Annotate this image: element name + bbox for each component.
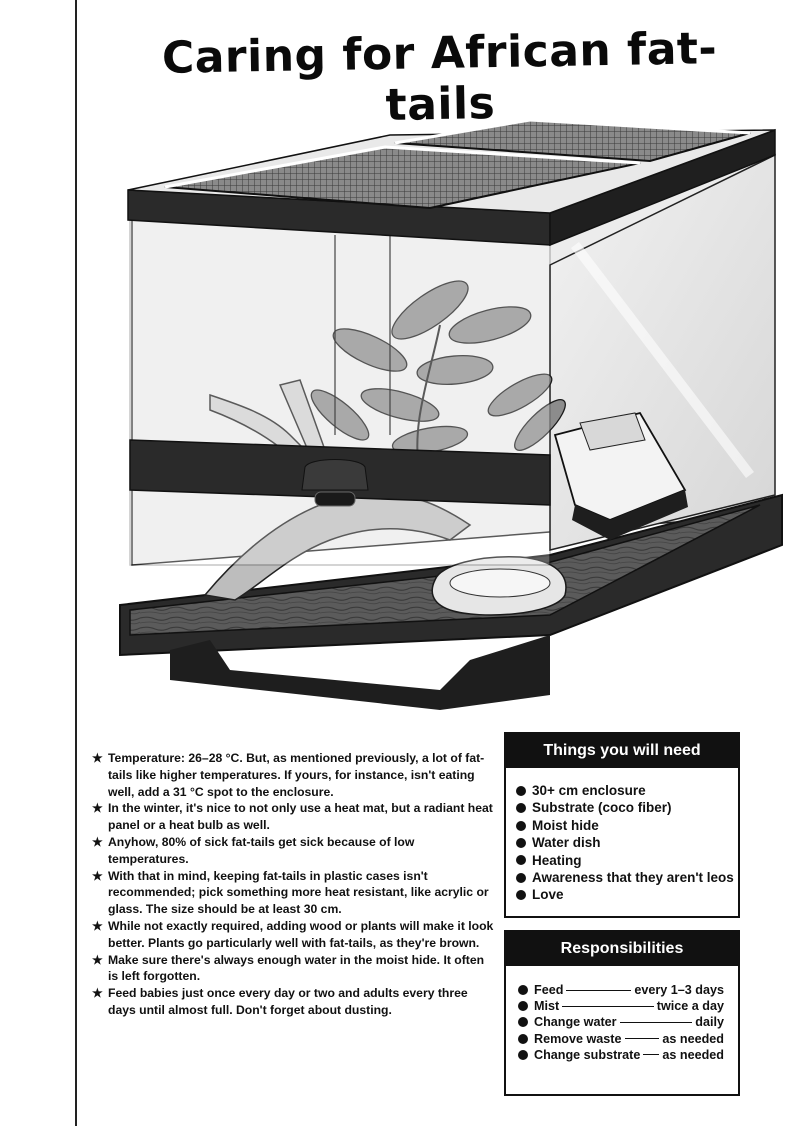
care-note-enclosure-material: ★ With that in mind, keeping fat-tails in plastic cases isn't recommended; pick something more heat resistant, like acrylic or glass. The size should be at least 30 cm. <box>92 868 497 918</box>
responsibility-frequency: as needed <box>662 1047 724 1062</box>
care-note-moist-hide: ★ Make sure there's always enough water in the moist hide. It often is left forgotten. <box>92 952 497 986</box>
care-note-feeding: ★ Feed babies just once every day or two and adults every three days until almost full. Don't forget about dusting. <box>92 985 497 1019</box>
responsibility-task: Change water <box>534 1015 617 1030</box>
list-item <box>516 852 738 869</box>
table-row <box>518 1031 724 1047</box>
list-item <box>516 886 738 903</box>
list-item-label: Water dish <box>532 835 601 851</box>
list-item-label: Awareness that they aren't leos <box>532 870 734 886</box>
responsibility-frequency: every 1–3 days <box>634 983 724 998</box>
leader-line <box>566 990 631 991</box>
responsibility-task: Remove waste <box>534 1031 622 1046</box>
table-row <box>518 998 724 1014</box>
things-list <box>506 768 738 904</box>
bullet-icon <box>516 890 526 900</box>
list-item <box>516 869 738 886</box>
bullet-icon <box>518 1017 528 1027</box>
bullet-icon <box>518 1050 528 1060</box>
care-note-winter-heating: ★ In the winter, it's nice to not only use a heat mat, but a radiant heat panel or a heat bulb as well. <box>92 800 497 834</box>
responsibility-task: Change substrate <box>534 1047 641 1062</box>
table-row <box>518 1014 724 1030</box>
bullet-icon <box>516 821 526 831</box>
care-note-low-temperature: ★ Anyhow, 80% of sick fat-tails get sick because of low temperatures. <box>92 834 497 868</box>
care-notes-list <box>92 750 497 1019</box>
leader-line <box>625 1038 660 1039</box>
list-item-label: 30+ cm enclosure <box>532 783 646 798</box>
list-item-label: Moist hide <box>532 817 599 833</box>
responsibilities-list <box>506 966 738 1063</box>
responsibility-task: Feed <box>534 983 564 998</box>
bullet-icon <box>516 803 526 813</box>
responsibility-task: Mist <box>534 999 560 1014</box>
leader-line <box>643 1054 659 1055</box>
bullet-icon <box>518 985 528 995</box>
bullet-icon <box>518 1001 528 1011</box>
list-item <box>516 799 738 816</box>
terrarium-illustration <box>110 95 790 715</box>
list-item <box>516 782 738 799</box>
list-item <box>516 834 738 851</box>
care-note-decoration: ★ While not exactly required, adding wood or plants will make it look better. Plants go particularly well with fat-tails, as they're brown. <box>92 918 497 952</box>
list-item-label: Love <box>532 887 564 903</box>
table-row <box>518 1047 724 1063</box>
list-item-label: Heating <box>532 852 582 868</box>
responsibilities-heading: Responsibilities <box>506 932 738 966</box>
page-title: Caring for African fat-tails <box>161 23 718 131</box>
responsibility-frequency: as needed <box>662 1031 724 1046</box>
bullet-icon <box>518 1034 528 1044</box>
responsibilities-box <box>504 930 740 1096</box>
responsibility-frequency: daily <box>695 1015 724 1030</box>
bullet-icon <box>516 838 526 848</box>
bullet-icon <box>516 786 526 796</box>
table-row <box>518 982 724 998</box>
page-margin-rule <box>75 0 77 1126</box>
responsibility-frequency: twice a day <box>656 999 724 1014</box>
list-item <box>516 817 738 834</box>
leader-line <box>562 1006 654 1007</box>
bullet-icon <box>516 855 526 865</box>
things-you-will-need-box <box>504 732 740 918</box>
bullet-icon <box>516 873 526 883</box>
things-box-heading: Things you will need <box>506 734 738 768</box>
list-item-label: Substrate (coco fiber) <box>532 800 672 816</box>
care-note-temperature: ★ Temperature: 26–28 °C. But, as mentioned previously, a lot of fat-tails like higher temperatures. If yours, for instance, isn't eating well, add a 31 °C spot to the enclosure. <box>92 750 497 800</box>
leader-line <box>620 1022 693 1023</box>
